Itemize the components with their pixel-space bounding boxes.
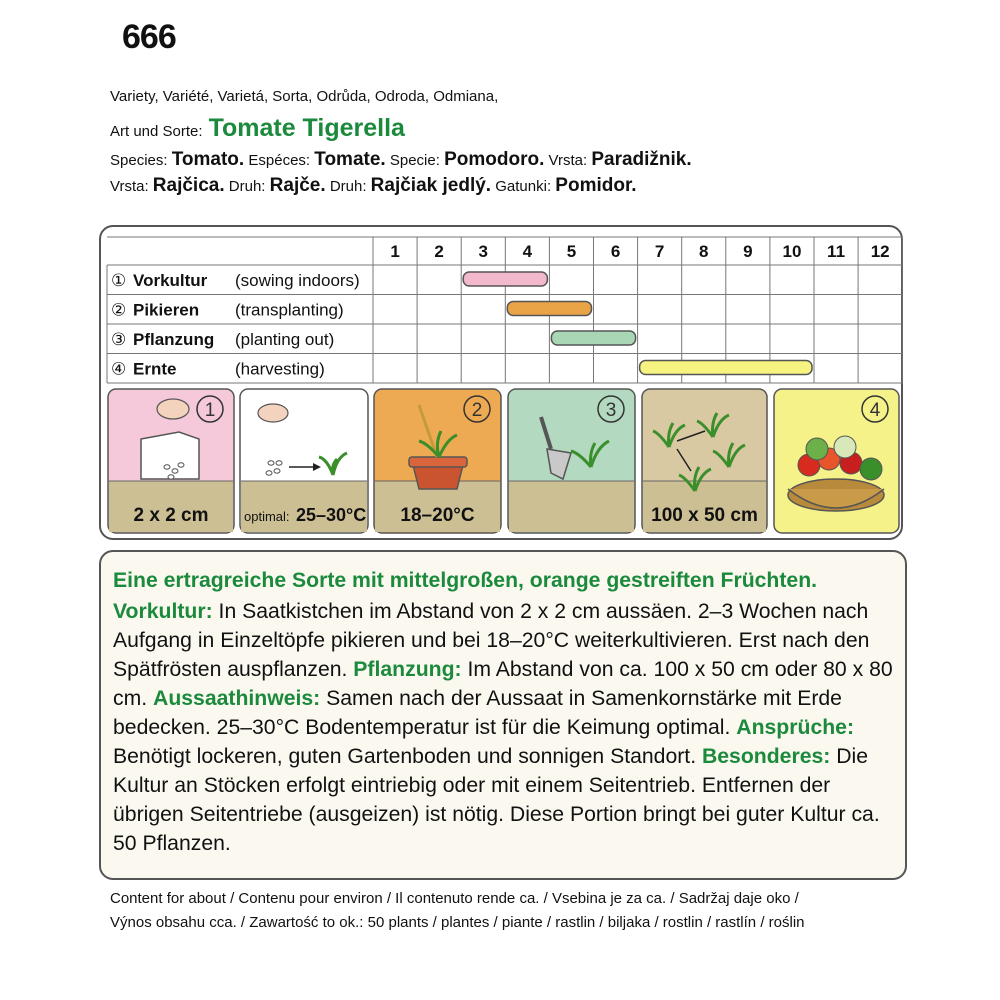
variety-line: Variety, Variété, Varietá, Sorta, Odrůda, Odroda, Odmiana, [110, 88, 499, 105]
species-name: Rajčiak jedlý. [370, 175, 492, 196]
aussaat-label: Aussaathinweis: [153, 687, 321, 710]
seed-illustration [276, 461, 282, 465]
month-header: 1 [390, 242, 400, 261]
step-caption: 2 x 2 cm [133, 505, 209, 526]
month-header: 12 [870, 242, 890, 261]
species-line-1 [110, 149, 692, 171]
step-badge-number: 2 [471, 400, 483, 421]
phase-bar [551, 331, 635, 345]
species-name: Rajčica. [152, 175, 225, 196]
vorkultur-text: In Saatkistchen im Abstand von 2 x 2 cm aussäen. 2–3 Wochen nach Aufgang in Einzeltöpfe pikieren und bei 18–20°C weiterkultivieren. Erst nach den Spätfrösten auspflanzen. [113, 600, 870, 681]
species-name: Pomidor. [555, 175, 637, 196]
pflanzung-label: Pflanzung: [353, 658, 462, 681]
species-label: Vrsta: [548, 152, 588, 169]
phase-description: (sowing indoors) [235, 271, 360, 290]
title-line [110, 114, 405, 143]
step-badge-number: 3 [605, 400, 617, 421]
seed-illustration [266, 471, 272, 475]
vegetable-illustration [834, 436, 856, 458]
phase-description: (planting out) [235, 330, 335, 349]
phase-number: ① [111, 271, 127, 291]
step-badge-number: 1 [204, 400, 216, 421]
product-code: 666 [122, 18, 176, 56]
month-header: 5 [566, 242, 577, 261]
footer-line-2: Výnos obsahu cca. / Zawartość to ok.: 50 plants / plantes / piante / rastlin / biljaka / rostlin / rastlín / roślin [110, 914, 805, 931]
besonderes-label: Besonderes: [701, 745, 831, 768]
species-name: Paradižnik. [591, 149, 692, 170]
species-name: Tomate. [314, 149, 386, 170]
calendar-graphic [101, 227, 905, 542]
phase-name: Ernte [133, 359, 177, 379]
species-label: Gatunki: [495, 178, 552, 195]
step-caption: 100 x 50 cm [651, 505, 758, 526]
phase-name: Pikieren [133, 300, 200, 320]
product-title: Tomate Tigerella [208, 114, 405, 142]
phase-description: (transplanting) [235, 300, 344, 320]
phase-name: Vorkultur [133, 271, 208, 290]
seed-illustration [268, 461, 274, 465]
aussaat-text: Samen nach der Aussaat in Samenkornstärke mit Erde bedecken. 25–30°C Bodentemperatur ist für die Keimung optimal. [113, 687, 842, 739]
footer-line-1: Content for about / Contenu pour environ / Il contenuto rende ca. / Vsebina je za ca. / Sadržaj daje oko / [110, 890, 799, 907]
species-label: Vrsta: [110, 178, 149, 195]
seed-illustration [178, 463, 184, 467]
species-name: Rajče. [269, 175, 326, 196]
seed-illustration [172, 469, 178, 473]
sowing-calendar [99, 225, 903, 540]
month-header: 3 [478, 242, 488, 261]
ansprueche-label: Ansprüche: [736, 716, 855, 739]
phase-number: ② [111, 300, 127, 321]
phase-number: ④ [111, 359, 127, 380]
step-caption: 18–20°C [400, 505, 475, 526]
species-line-2 [110, 175, 637, 197]
seed-illustration [164, 465, 170, 469]
pot-illustration [413, 465, 463, 489]
month-header: 8 [699, 242, 709, 261]
phase-bar [640, 361, 812, 375]
species-label: Specie: [389, 152, 440, 169]
besonderes-text: Die Kultur an Stöcken erfolgt eintriebig oder mit einem Seitentrieb. Entfernen der übrigen Seitentriebe (ausgeizen) ist nötig. Diese Portion bringt bei guter Kultur ca. 50 Pflanzen. [113, 745, 880, 855]
month-header: 9 [743, 242, 753, 261]
pot-rim-illustration [409, 457, 467, 467]
vegetable-illustration [860, 458, 882, 480]
notes-headline: Eine ertragreiche Sorte mit mittelgroßen, orange gestreiften Früchten. [113, 569, 818, 592]
species-label: Species: [110, 152, 168, 169]
art-label: Art und Sorte: [110, 123, 203, 140]
species-label: Druh: [329, 178, 367, 195]
vegetable-illustration [806, 438, 828, 460]
hand-illustration [157, 399, 189, 419]
phase-name: Pflanzung [133, 330, 215, 349]
phase-bar [463, 272, 547, 286]
month-header: 7 [654, 242, 665, 261]
month-header: 6 [610, 242, 621, 261]
seed-illustration [274, 469, 280, 473]
step-caption-small: optimal: [244, 509, 290, 524]
month-header: 11 [827, 242, 846, 261]
seed-tray-illustration [141, 432, 199, 479]
phase-description: (harvesting) [235, 359, 325, 379]
month-header: 10 [782, 242, 802, 261]
species-label: Druh: [228, 178, 266, 195]
vorkultur-label: Vorkultur: [113, 600, 213, 623]
seed-illustration [168, 475, 174, 479]
species-name: Pomodoro. [444, 149, 545, 170]
cultivation-notes [99, 550, 907, 880]
notes-text [113, 566, 895, 858]
species-label: Espéces: [248, 152, 311, 169]
species-name: Tomato. [171, 149, 245, 170]
pflanzung-text: Im Abstand von ca. 100 x 50 cm oder 80 x 80 cm. [113, 658, 893, 710]
phase-number: ③ [111, 330, 127, 350]
month-header: 4 [522, 242, 533, 261]
step-caption: 25–30°C [296, 505, 367, 525]
step-badge-number: 4 [869, 400, 881, 421]
ansprueche-text: Benötigt lockeren, guten Gartenboden und sonnigen Standort. [113, 745, 702, 768]
month-header: 2 [434, 242, 444, 261]
soil-strip [509, 481, 634, 532]
phase-bar [507, 302, 591, 316]
hand-illustration [258, 404, 288, 422]
